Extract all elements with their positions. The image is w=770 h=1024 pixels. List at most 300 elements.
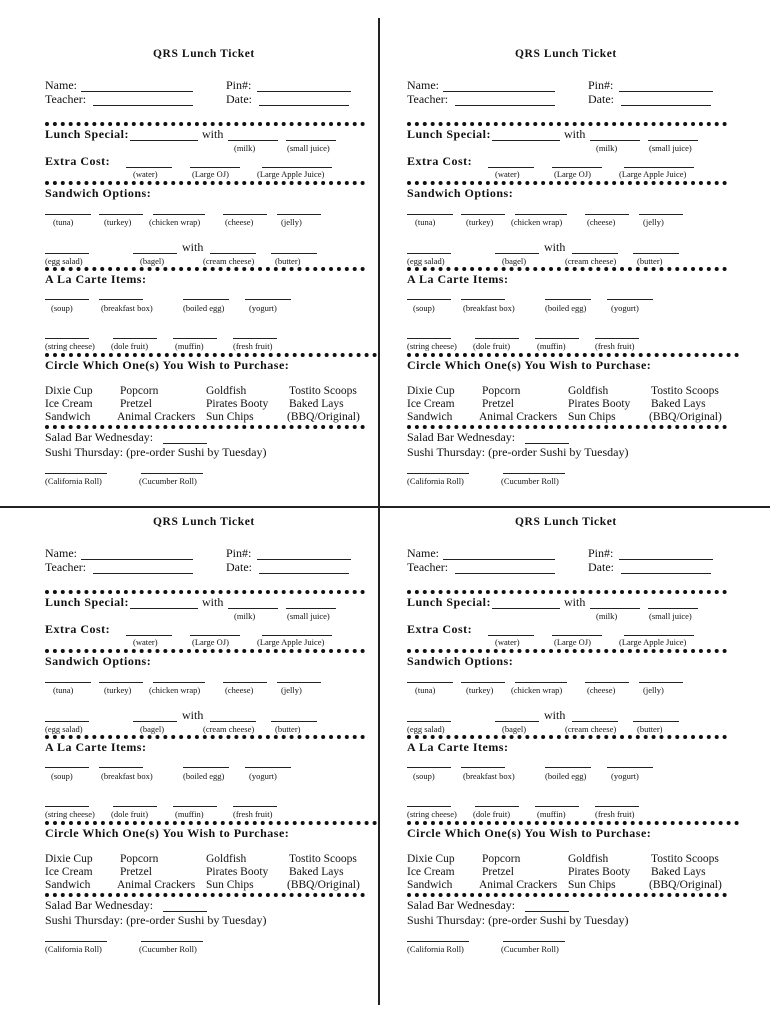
sandwich-option[interactable]: Sandwich — [45, 411, 91, 423]
goldfish-option[interactable]: Goldfish — [206, 385, 247, 397]
lunch-special-field[interactable] — [130, 140, 198, 141]
water-field[interactable] — [488, 635, 534, 636]
tostito-scoops-option[interactable]: Tostito Scoops — [651, 853, 719, 865]
pretzel-option[interactable]: Pretzel — [120, 866, 152, 878]
muffin-field[interactable] — [173, 338, 217, 339]
date-label: Date: — [588, 560, 614, 574]
tuna-caption: (tuna) — [53, 217, 74, 227]
goldfish-option[interactable]: Goldfish — [568, 853, 609, 865]
breakfast-box-caption: (breakfast box) — [463, 771, 515, 781]
tuna-caption: (tuna) — [53, 685, 74, 695]
dotted-divider — [407, 425, 727, 429]
california-roll-caption: (California Roll) — [407, 476, 464, 486]
fresh-fruit-caption: (fresh fruit) — [233, 809, 273, 819]
boiled-egg-field[interactable] — [183, 299, 229, 300]
salad-bar-field[interactable] — [525, 443, 569, 444]
large-apple-juice-caption: (Large Apple Juice) — [619, 169, 687, 179]
dole-fruit-field[interactable] — [113, 338, 157, 339]
yogurt-field[interactable] — [607, 767, 653, 768]
jelly-caption: (jelly) — [281, 217, 302, 227]
fresh-fruit-caption: (fresh fruit) — [595, 341, 635, 351]
sandwich-options-label: Sandwich Options: — [407, 654, 514, 668]
circle-instructions: Circle Which One(s) You Wish to Purchase: — [407, 358, 652, 372]
tostito-scoops-option[interactable]: Tostito Scoops — [651, 385, 719, 397]
extra-cost-label: Extra Cost: — [407, 154, 473, 168]
sandwich-option[interactable]: Sandwich — [45, 879, 91, 891]
chicken-wrap-field[interactable] — [515, 682, 567, 683]
butter-field[interactable] — [271, 721, 317, 722]
lunch-ticket — [45, 513, 375, 973]
boiled-egg-caption: (boiled egg) — [183, 303, 225, 313]
pin-field[interactable] — [619, 91, 713, 92]
egg-salad-field[interactable] — [45, 721, 89, 722]
date-field[interactable] — [259, 573, 349, 574]
dotted-divider — [45, 267, 365, 271]
dotted-divider — [407, 649, 727, 653]
dotted-divider — [45, 353, 377, 357]
water-caption: (water) — [495, 169, 520, 179]
chicken-wrap-caption: (chicken wrap) — [511, 217, 563, 227]
cream-cheese-caption: (cream cheese) — [565, 256, 617, 266]
soup-caption: (soup) — [51, 303, 73, 313]
muffin-field[interactable] — [535, 806, 579, 807]
ticket-title: QRS Lunch Ticket — [153, 516, 255, 528]
water-field[interactable] — [126, 167, 172, 168]
bagel-field[interactable] — [495, 253, 539, 254]
water-field[interactable] — [488, 167, 534, 168]
pirates-booty-option[interactable]: Pirates Booty — [568, 866, 631, 878]
yogurt-caption: (yogurt) — [611, 303, 639, 313]
large-apple-juice-field[interactable] — [262, 167, 332, 168]
large-oj-field[interactable] — [190, 635, 240, 636]
large-apple-juice-field[interactable] — [624, 167, 694, 168]
cheese-field[interactable] — [585, 682, 629, 683]
cream-cheese-caption: (cream cheese) — [203, 724, 255, 734]
sandwich-options-label: Sandwich Options: — [407, 186, 514, 200]
bagel-caption: (bagel) — [502, 256, 527, 266]
california-roll-caption: (California Roll) — [45, 476, 102, 486]
dole-fruit-field[interactable] — [475, 338, 519, 339]
dixie-cup-option[interactable]: Dixie Cup — [45, 385, 93, 397]
pretzel-option[interactable]: Pretzel — [482, 866, 514, 878]
dotted-divider — [45, 893, 365, 897]
cheese-field[interactable] — [223, 214, 267, 215]
muffin-field[interactable] — [173, 806, 217, 807]
breakfast-box-caption: (breakfast box) — [463, 303, 515, 313]
large-oj-caption: (Large OJ) — [192, 169, 229, 179]
cheese-caption: (cheese) — [225, 217, 254, 227]
dole-fruit-field[interactable] — [113, 806, 157, 807]
baked-lays-option[interactable]: Baked Lays — [651, 866, 706, 878]
yogurt-field[interactable] — [245, 299, 291, 300]
name-field[interactable] — [443, 559, 555, 560]
bbq-original-option[interactable]: (BBQ/Original) — [649, 879, 722, 891]
sun-chips-option[interactable]: Sun Chips — [206, 411, 254, 423]
bbq-original-option[interactable]: (BBQ/Original) — [287, 411, 360, 423]
teacher-field[interactable] — [455, 105, 555, 106]
egg-salad-caption: (egg salad) — [45, 724, 83, 734]
date-label: Date: — [226, 92, 252, 106]
date-field[interactable] — [259, 105, 349, 106]
soup-field[interactable] — [45, 767, 89, 768]
bagel-caption: (bagel) — [502, 724, 527, 734]
butter-field[interactable] — [271, 253, 317, 254]
with-label: with — [564, 127, 586, 141]
fresh-fruit-field[interactable] — [233, 806, 277, 807]
chicken-wrap-field[interactable] — [515, 214, 567, 215]
lunch-special-field[interactable] — [130, 608, 198, 609]
popcorn-option[interactable]: Popcorn — [120, 385, 159, 397]
fresh-fruit-field[interactable] — [595, 338, 639, 339]
boiled-egg-caption: (boiled egg) — [545, 303, 587, 313]
small-juice-field[interactable] — [286, 608, 336, 609]
yogurt-field[interactable] — [245, 767, 291, 768]
large-oj-caption: (Large OJ) — [554, 169, 591, 179]
cheese-field[interactable] — [585, 214, 629, 215]
string-cheese-caption: (string cheese) — [407, 809, 457, 819]
date-field[interactable] — [621, 573, 711, 574]
fresh-fruit-field[interactable] — [233, 338, 277, 339]
jelly-field[interactable] — [277, 214, 321, 215]
lunch-ticket — [45, 45, 375, 505]
ice-cream-option[interactable]: Ice Cream — [45, 866, 93, 878]
string-cheese-caption: (string cheese) — [45, 341, 95, 351]
pin-field[interactable] — [619, 559, 713, 560]
milk-field[interactable] — [590, 608, 640, 609]
egg-salad-caption: (egg salad) — [407, 256, 445, 266]
bagel-field[interactable] — [133, 721, 177, 722]
milk-field[interactable] — [590, 140, 640, 141]
large-oj-caption: (Large OJ) — [554, 637, 591, 647]
cucumber-roll-caption: (Cucumber Roll) — [139, 476, 197, 486]
cucumber-roll-caption: (Cucumber Roll) — [139, 944, 197, 954]
cheese-caption: (cheese) — [225, 685, 254, 695]
jelly-field[interactable] — [277, 682, 321, 683]
small-juice-field[interactable] — [286, 140, 336, 141]
dole-fruit-caption: (dole fruit) — [111, 341, 149, 351]
circle-instructions: Circle Which One(s) You Wish to Purchase: — [407, 826, 652, 840]
dixie-cup-option[interactable]: Dixie Cup — [45, 853, 93, 865]
tuna-field[interactable] — [45, 214, 91, 215]
turkey-field[interactable] — [461, 214, 505, 215]
cheese-field[interactable] — [223, 682, 267, 683]
date-label: Date: — [588, 92, 614, 106]
lunch-special-label: Lunch Special: — [45, 595, 130, 609]
ticket-title: QRS Lunch Ticket — [515, 48, 617, 60]
salad-bar-label: Salad Bar Wednesday: — [407, 898, 516, 912]
small-juice-field[interactable] — [648, 608, 698, 609]
pirates-booty-option[interactable]: Pirates Booty — [206, 398, 269, 410]
tuna-caption: (tuna) — [415, 217, 436, 227]
sushi-label: Sushi Thursday: (pre-order Sushi by Tuesday) — [407, 913, 629, 927]
salad-bar-field[interactable] — [163, 443, 207, 444]
muffin-field[interactable] — [535, 338, 579, 339]
with-label: with — [544, 240, 566, 254]
muffin-caption: (muffin) — [537, 341, 566, 351]
string-cheese-field[interactable] — [407, 806, 451, 807]
horizontal-cut-line — [0, 506, 770, 508]
water-caption: (water) — [133, 169, 158, 179]
pretzel-option[interactable]: Pretzel — [482, 398, 514, 410]
water-caption: (water) — [495, 637, 520, 647]
large-apple-juice-caption: (Large Apple Juice) — [257, 169, 325, 179]
string-cheese-field[interactable] — [407, 338, 451, 339]
cream-cheese-field[interactable] — [210, 253, 256, 254]
string-cheese-caption: (string cheese) — [45, 809, 95, 819]
salad-bar-field[interactable] — [525, 911, 569, 912]
jelly-field[interactable] — [639, 214, 683, 215]
breakfast-box-field[interactable] — [461, 767, 505, 768]
dotted-divider — [407, 590, 727, 594]
chicken-wrap-caption: (chicken wrap) — [149, 685, 201, 695]
name-field[interactable] — [443, 91, 555, 92]
egg-salad-field[interactable] — [407, 253, 451, 254]
sun-chips-option[interactable]: Sun Chips — [206, 879, 254, 891]
turkey-field[interactable] — [461, 682, 505, 683]
butter-field[interactable] — [633, 253, 679, 254]
animal-crackers-option[interactable]: Animal Crackers — [479, 879, 558, 891]
string-cheese-field[interactable] — [45, 338, 89, 339]
tuna-field[interactable] — [407, 214, 453, 215]
name-field[interactable] — [81, 559, 193, 560]
chicken-wrap-field[interactable] — [153, 682, 205, 683]
string-cheese-caption: (string cheese) — [407, 341, 457, 351]
dole-fruit-caption: (dole fruit) — [473, 809, 511, 819]
salad-bar-label: Salad Bar Wednesday: — [45, 898, 154, 912]
sandwich-option[interactable]: Sandwich — [407, 879, 453, 891]
cucumber-roll-field[interactable] — [503, 473, 565, 474]
fresh-fruit-caption: (fresh fruit) — [595, 809, 635, 819]
tuna-field[interactable] — [407, 682, 453, 683]
dotted-divider — [45, 590, 365, 594]
dixie-cup-option[interactable]: Dixie Cup — [407, 853, 455, 865]
a-la-carte-label: A La Carte Items: — [45, 272, 147, 286]
california-roll-field[interactable] — [407, 473, 469, 474]
animal-crackers-option[interactable]: Animal Crackers — [117, 879, 196, 891]
butter-field[interactable] — [633, 721, 679, 722]
dotted-divider — [45, 181, 365, 185]
egg-salad-caption: (egg salad) — [407, 724, 445, 734]
small-juice-caption: (small juice) — [287, 143, 330, 153]
butter-caption: (butter) — [637, 256, 663, 266]
lunch-special-field[interactable] — [492, 140, 560, 141]
animal-crackers-option[interactable]: Animal Crackers — [479, 411, 558, 423]
lunch-special-label: Lunch Special: — [45, 127, 130, 141]
tostito-scoops-option[interactable]: Tostito Scoops — [289, 385, 357, 397]
dotted-divider — [407, 893, 727, 897]
animal-crackers-option[interactable]: Animal Crackers — [117, 411, 196, 423]
turkey-field[interactable] — [99, 214, 143, 215]
chicken-wrap-field[interactable] — [153, 214, 205, 215]
tostito-scoops-option[interactable]: Tostito Scoops — [289, 853, 357, 865]
salad-bar-label: Salad Bar Wednesday: — [45, 430, 154, 444]
sushi-label: Sushi Thursday: (pre-order Sushi by Tuesday) — [45, 445, 267, 459]
teacher-label: Teacher: — [407, 560, 449, 574]
lunch-special-label: Lunch Special: — [407, 595, 492, 609]
bagel-field[interactable] — [495, 721, 539, 722]
large-apple-juice-caption: (Large Apple Juice) — [257, 637, 325, 647]
name-field[interactable] — [81, 91, 193, 92]
soup-field[interactable] — [407, 299, 451, 300]
sun-chips-option[interactable]: Sun Chips — [568, 879, 616, 891]
california-roll-field[interactable] — [45, 473, 107, 474]
tuna-field[interactable] — [45, 682, 91, 683]
date-label: Date: — [226, 560, 252, 574]
small-juice-field[interactable] — [648, 140, 698, 141]
lunch-ticket — [407, 513, 737, 973]
pirates-booty-option[interactable]: Pirates Booty — [568, 398, 631, 410]
pretzel-option[interactable]: Pretzel — [120, 398, 152, 410]
breakfast-box-caption: (breakfast box) — [101, 303, 153, 313]
teacher-field[interactable] — [93, 573, 193, 574]
dole-fruit-caption: (dole fruit) — [111, 809, 149, 819]
boiled-egg-field[interactable] — [545, 299, 591, 300]
goldfish-option[interactable]: Goldfish — [568, 385, 609, 397]
bbq-original-option[interactable]: (BBQ/Original) — [649, 411, 722, 423]
cheese-caption: (cheese) — [587, 217, 616, 227]
salad-bar-field[interactable] — [163, 911, 207, 912]
fresh-fruit-field[interactable] — [595, 806, 639, 807]
lunch-ticket — [407, 45, 737, 505]
breakfast-box-caption: (breakfast box) — [101, 771, 153, 781]
dotted-divider — [407, 122, 727, 126]
jelly-caption: (jelly) — [643, 217, 664, 227]
breakfast-box-field[interactable] — [99, 767, 143, 768]
boiled-egg-caption: (boiled egg) — [545, 771, 587, 781]
popcorn-option[interactable]: Popcorn — [482, 853, 521, 865]
soup-field[interactable] — [407, 767, 451, 768]
teacher-field[interactable] — [93, 105, 193, 106]
california-roll-field[interactable] — [407, 941, 469, 942]
vertical-cut-line — [378, 18, 380, 1005]
dixie-cup-option[interactable]: Dixie Cup — [407, 385, 455, 397]
jelly-caption: (jelly) — [643, 685, 664, 695]
dotted-divider — [45, 122, 365, 126]
milk-caption: (milk) — [234, 143, 256, 153]
baked-lays-option[interactable]: Baked Lays — [289, 398, 344, 410]
baked-lays-option[interactable]: Baked Lays — [289, 866, 344, 878]
ice-cream-option[interactable]: Ice Cream — [45, 398, 93, 410]
circle-instructions: Circle Which One(s) You Wish to Purchase: — [45, 826, 290, 840]
milk-caption: (milk) — [596, 611, 618, 621]
large-oj-field[interactable] — [552, 635, 602, 636]
pin-label: Pin#: — [226, 546, 252, 560]
boiled-egg-field[interactable] — [545, 767, 591, 768]
large-oj-field[interactable] — [552, 167, 602, 168]
large-apple-juice-field[interactable] — [262, 635, 332, 636]
dotted-divider — [407, 353, 739, 357]
dotted-divider — [45, 649, 365, 653]
cream-cheese-caption: (cream cheese) — [203, 256, 255, 266]
jelly-field[interactable] — [639, 682, 683, 683]
cucumber-roll-field[interactable] — [141, 941, 203, 942]
ice-cream-option[interactable]: Ice Cream — [407, 398, 455, 410]
cucumber-roll-field[interactable] — [503, 941, 565, 942]
jelly-caption: (jelly) — [281, 685, 302, 695]
a-la-carte-label: A La Carte Items: — [407, 740, 509, 754]
small-juice-caption: (small juice) — [287, 611, 330, 621]
string-cheese-field[interactable] — [45, 806, 89, 807]
teacher-field[interactable] — [455, 573, 555, 574]
muffin-caption: (muffin) — [175, 809, 204, 819]
large-apple-juice-field[interactable] — [624, 635, 694, 636]
goldfish-option[interactable]: Goldfish — [206, 853, 247, 865]
ticket-title: QRS Lunch Ticket — [153, 48, 255, 60]
pin-field[interactable] — [257, 559, 351, 560]
dotted-divider — [407, 735, 727, 739]
california-roll-field[interactable] — [45, 941, 107, 942]
sandwich-option[interactable]: Sandwich — [407, 411, 453, 423]
baked-lays-option[interactable]: Baked Lays — [651, 398, 706, 410]
teacher-label: Teacher: — [407, 92, 449, 106]
dotted-divider — [45, 425, 365, 429]
bagel-caption: (bagel) — [140, 724, 165, 734]
a-la-carte-label: A La Carte Items: — [45, 740, 147, 754]
dotted-divider — [407, 181, 727, 185]
yogurt-caption: (yogurt) — [249, 771, 277, 781]
butter-caption: (butter) — [275, 724, 301, 734]
large-oj-caption: (Large OJ) — [192, 637, 229, 647]
popcorn-option[interactable]: Popcorn — [482, 385, 521, 397]
dole-fruit-field[interactable] — [475, 806, 519, 807]
cream-cheese-field[interactable] — [572, 253, 618, 254]
with-label: with — [202, 595, 224, 609]
egg-salad-field[interactable] — [45, 253, 89, 254]
breakfast-box-field[interactable] — [99, 299, 143, 300]
lunch-special-label: Lunch Special: — [407, 127, 492, 141]
large-apple-juice-caption: (Large Apple Juice) — [619, 637, 687, 647]
yogurt-field[interactable] — [607, 299, 653, 300]
popcorn-option[interactable]: Popcorn — [120, 853, 159, 865]
milk-field[interactable] — [228, 140, 278, 141]
california-roll-caption: (California Roll) — [45, 944, 102, 954]
date-field[interactable] — [621, 105, 711, 106]
turkey-field[interactable] — [99, 682, 143, 683]
salad-bar-label: Salad Bar Wednesday: — [407, 430, 516, 444]
teacher-label: Teacher: — [45, 92, 87, 106]
cream-cheese-caption: (cream cheese) — [565, 724, 617, 734]
milk-field[interactable] — [228, 608, 278, 609]
sun-chips-option[interactable]: Sun Chips — [568, 411, 616, 423]
cucumber-roll-field[interactable] — [141, 473, 203, 474]
tuna-caption: (tuna) — [415, 685, 436, 695]
pirates-booty-option[interactable]: Pirates Booty — [206, 866, 269, 878]
ticket-title: QRS Lunch Ticket — [515, 516, 617, 528]
egg-salad-field[interactable] — [407, 721, 451, 722]
bagel-caption: (bagel) — [140, 256, 165, 266]
soup-field[interactable] — [45, 299, 89, 300]
breakfast-box-field[interactable] — [461, 299, 505, 300]
lunch-special-field[interactable] — [492, 608, 560, 609]
bagel-field[interactable] — [133, 253, 177, 254]
dotted-divider — [407, 821, 739, 825]
boiled-egg-field[interactable] — [183, 767, 229, 768]
cream-cheese-field[interactable] — [572, 721, 618, 722]
cucumber-roll-caption: (Cucumber Roll) — [501, 476, 559, 486]
circle-instructions: Circle Which One(s) You Wish to Purchase: — [45, 358, 290, 372]
with-label: with — [202, 127, 224, 141]
ice-cream-option[interactable]: Ice Cream — [407, 866, 455, 878]
large-oj-field[interactable] — [190, 167, 240, 168]
turkey-caption: (turkey) — [466, 217, 494, 227]
bbq-original-option[interactable]: (BBQ/Original) — [287, 879, 360, 891]
water-field[interactable] — [126, 635, 172, 636]
pin-field[interactable] — [257, 91, 351, 92]
cream-cheese-field[interactable] — [210, 721, 256, 722]
teacher-label: Teacher: — [45, 560, 87, 574]
california-roll-caption: (California Roll) — [407, 944, 464, 954]
cucumber-roll-caption: (Cucumber Roll) — [501, 944, 559, 954]
